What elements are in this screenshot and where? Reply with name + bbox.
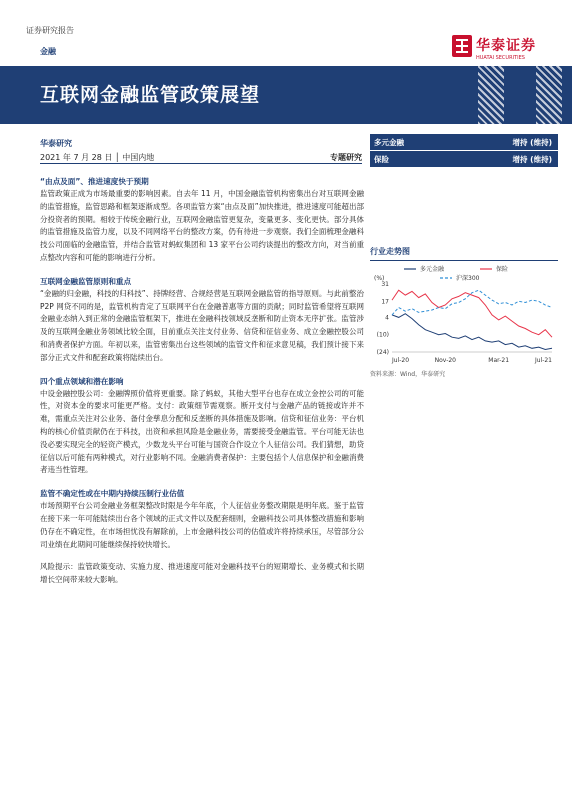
section-heading: 四个重点领域和潜在影响 [40, 376, 124, 386]
banner-decoration [478, 66, 504, 124]
section-valuation [40, 488, 364, 551]
section-heading: 监管不确定性或在中期内持续压制行业估值 [40, 489, 185, 499]
report-title: 互联网金融监管政策展望 [40, 84, 261, 106]
report-meta [40, 150, 362, 164]
section-paragraph: 中设金融控股公司：金融牌照价值将更重要。除了蚂蚁，其他大型平台也存在成立金控公司的可能性，对资本金的要求可能更严格。支付：政策细节需观察。断开支付与金融产品的链接或许并不难，需重点关注对公业务、备付金孳息分配和反垄断的具体措施及影响。信贷和征信业务：平台机构的核心价值贡献仍在于科技，出资和承担风险是金融业务，需要接受金融监管。平台可能无法也没必要实现完全的轻资产模式，少数龙头平台可能与国资合作设立个人征信公司。我们猜想，助贷征信以后可能有两种模式，对行业影响不同。金融消费者保护：主要包括个人信息保护和金融消费者违当性管理。 [40, 388, 364, 475]
section-risk [40, 561, 364, 587]
section-heading: “由点及面”、推进速度快于预期 [40, 177, 149, 186]
sector-tag: 金融 [40, 47, 56, 56]
y-tick-label: (24) [376, 349, 389, 356]
y-tick-label: 4 [385, 314, 389, 322]
company-logo [452, 33, 552, 67]
chart-heading: 行业走势图 [370, 246, 558, 261]
x-tick-label: Jul-21 [534, 357, 552, 364]
x-tick-label: Mar-21 [488, 357, 510, 364]
report-body [40, 176, 364, 587]
legend-label: 多元金融 [420, 266, 445, 273]
rating-sector: 保险 [374, 155, 389, 164]
series-line-1 [392, 314, 552, 350]
rating-value: 增持 (维持) [512, 138, 552, 147]
x-tick-label: Nov-20 [434, 357, 457, 364]
rating-table [370, 134, 558, 168]
y-axis-unit: (%) [374, 275, 385, 282]
title-banner [0, 66, 572, 124]
rating-sector: 多元金融 [374, 138, 404, 147]
logo-text-cn: 华泰证券 [476, 38, 536, 54]
section-focus-areas [40, 376, 364, 478]
legend-label: 保险 [496, 266, 509, 273]
doc-type-label: 证券研究报告 [26, 26, 74, 35]
legend-label: 沪深300 [456, 275, 480, 282]
report-type: 专题研究 [330, 153, 362, 162]
logo-text-en: HUATAI SECURITIES [476, 55, 525, 61]
rating-row [370, 134, 558, 150]
chart-source: 资料来源：Wind，华泰研究 [370, 371, 446, 378]
report-date: 2021 年 7 月 28 日 │ 中国内地 [40, 153, 155, 162]
section-paragraph: 市场预期平台公司金融业务框架整改时限是今年年底，个人征信业务整改期限是明年底。鉴于监管在接下来一年可能陆续出台各个领域的正式文件以及配套细则，金融科技公司具体整改措施和影响仍存在不确定性，在市场担忧没有解除前，上市金融科技公司的估值或许将持续承压，尽管部分公司业绩在此期间可能继续保持较快增长。 [40, 501, 364, 549]
risk-warning: 风险提示：监管政策变动、实施力度、推进速度可能对金融科技平台的短期增长、业务模式和长期增长空间带来较大影响。 [40, 562, 364, 585]
rating-value: 增持 (维持) [512, 155, 552, 164]
banner-decoration [536, 66, 562, 124]
section-heading: 互联网金融监管原则和重点 [40, 276, 132, 286]
section-paragraph: “金融的归金融，科技的归科技”、持牌经营、合规经营是互联网金融监管的指导原则。与此前整治 P2P 网贷不同的是，监管机构肯定了互联网平台在金融普惠等方面的贡献；同时监管希望将互联网金融业态纳入到正常的金融监管框架下，推进在金融科技领域反垄断和防止资本无序扩张。监管涉及的互联网金融业务领域比较全面，目前重点关注支付业务、信贷和征信业务、成立金融控股公司和消费者保护方面。年初以来，监管密集出台这些领域的监管文件和征求意见稿，我们预计接下来部分正式文件和配套政策将陆续出台。 [40, 288, 364, 362]
y-tick-label: 17 [381, 298, 389, 306]
y-tick-label: 31 [381, 281, 389, 288]
section-overview [40, 176, 364, 265]
section-paragraph: 监管政策正成为市场最重要的影响因素。自去年 11 月，中国金融监管机构密集出台对互联网金融的监管措施，监管思路和框架逐渐成型。各项监管方案“由点及面”加快推进，推进速度可能超出部分投资者的预期。相较于传统金融行业，互联网金融监管更复杂，变量更多、变化更快。部分具体的监管措施及监管力度，以及不同网络平台的整改方案，仍有待进一步观察。我们全面梳理金融科技公司面临的金融监管，并结合监管对蚂蚁集团和 13 家平台公司约谈提出的整改方向，对当前重点整改内容和可能的影响进行分析。 [40, 189, 364, 262]
y-tick-label: (10) [376, 331, 389, 339]
x-tick-label: Jul-20 [392, 357, 410, 364]
industry-trend-chart [370, 264, 558, 368]
section-principles [40, 276, 364, 365]
series-line-3 [392, 290, 552, 315]
rating-row [370, 151, 558, 167]
huatai-logo-icon [452, 35, 472, 57]
series-line-2 [392, 290, 552, 337]
trend-chart-svg [370, 264, 558, 368]
analyst-name: 华泰研究 [40, 139, 72, 148]
